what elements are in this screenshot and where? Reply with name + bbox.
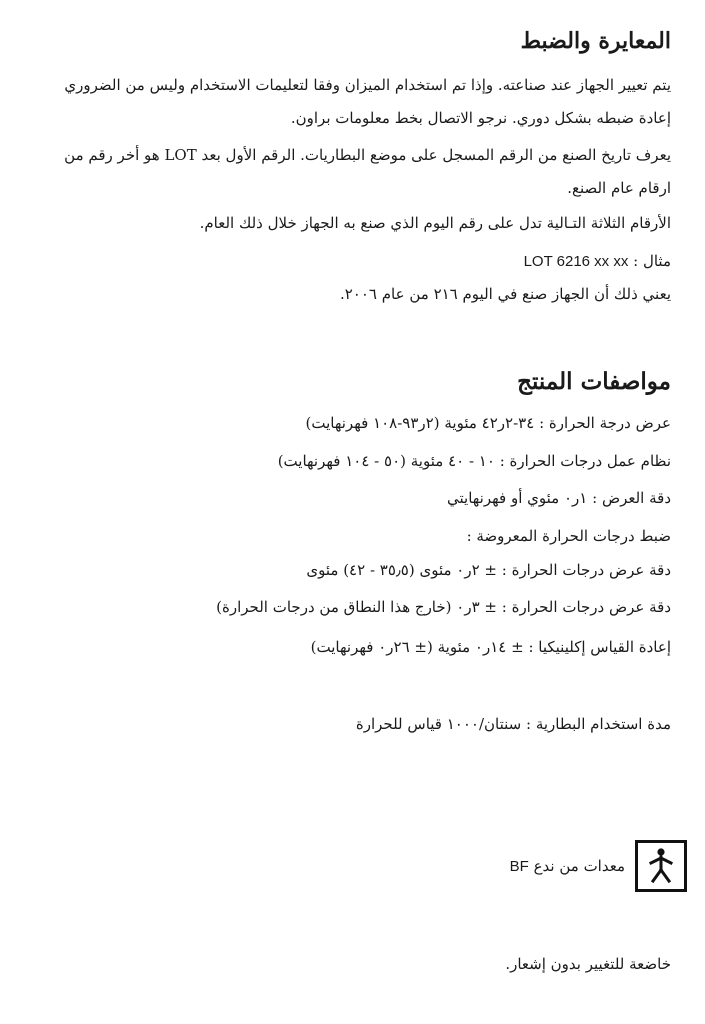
calibration-paragraph-2 (31, 139, 671, 205)
spec-operating-range: نظام عمل درجات الحرارة : ١٠ - ٤٠ مئوية (٥٠ - ١٠٤ فهرنهايت) (277, 452, 671, 470)
spec-display-range: عرض درجة الحرارة : ٣٤-٢ر٤٢ مئوية (٢ر٩٣-١٠٨ فهرنهايت) (305, 414, 671, 432)
spec-accuracy-out-range: دقة عرض درجات الحرارة : ± ٣ر٠ (خارج هذا النطاق من درجات الحرارة) (216, 598, 671, 616)
bf-type-label (510, 857, 625, 875)
spec-clinical-repeatability: إعادة القياس إكلينيكيا : ± ١٤ر٠ مئوية (± ٢٦ر٠ فهرنهايت) (310, 638, 671, 656)
specs-heading: مواصفات المنتج (517, 368, 671, 395)
calibration-heading: المعايرة والضبط (520, 28, 671, 54)
spec-accuracy-title: ضبط درجات الحرارة المعروضة : (466, 527, 671, 545)
example-lot-code: LOT 6216 xx xx (523, 253, 629, 270)
example-line (31, 254, 671, 269)
example-meaning: يعني ذلك أن الجهاز صنع في اليوم ٢١٦ من عام ٢٠٠٦. (339, 285, 671, 303)
bf-type-code: BF (509, 858, 529, 875)
bf-type-row (510, 840, 687, 892)
spec-accuracy-in-range: دقة عرض درجات الحرارة : ± ٢ر٠ مئوى (٣٥٫٥ - ٤٢) مئوى (306, 561, 671, 579)
calibration-paragraph-2-text: يعرف تاريخ الصنع من الرقم المسجل على موضع البطاريات. الرقم الأول بعد LOT هو أخر رقم من ارقام عام الصنع. (64, 146, 671, 197)
bf-type-applied-part-icon (635, 840, 687, 892)
example-label: مثال : (633, 252, 671, 270)
bf-type-label-text: معدات من ندع (533, 857, 625, 875)
spec-display-resolution: دقة العرض : ١ر٠ مئوي أو فهرنهايتي (446, 489, 671, 507)
subject-to-change-notice: خاضعة للتغيير بدون إشعار. (505, 955, 671, 973)
calibration-paragraph-1: يتم تعيير الجهاز عند صناعته. وإذا تم استخدام الميزان وفقا لتعليمات الاستخدام وليس من الضروري إعادة ضبطه بشكل دوري. نرجو الاتصال بخط معلومات براون. (64, 76, 671, 127)
calibration-paragraph-3: الأرقام الثلاثة التـالية تدل على رقم اليوم الذي صنع به الجهاز خلال ذلك العام. (199, 214, 671, 232)
spec-battery-life: مدة استخدام البطارية : سنتان/١٠٠٠ قياس للحرارة (355, 715, 671, 733)
